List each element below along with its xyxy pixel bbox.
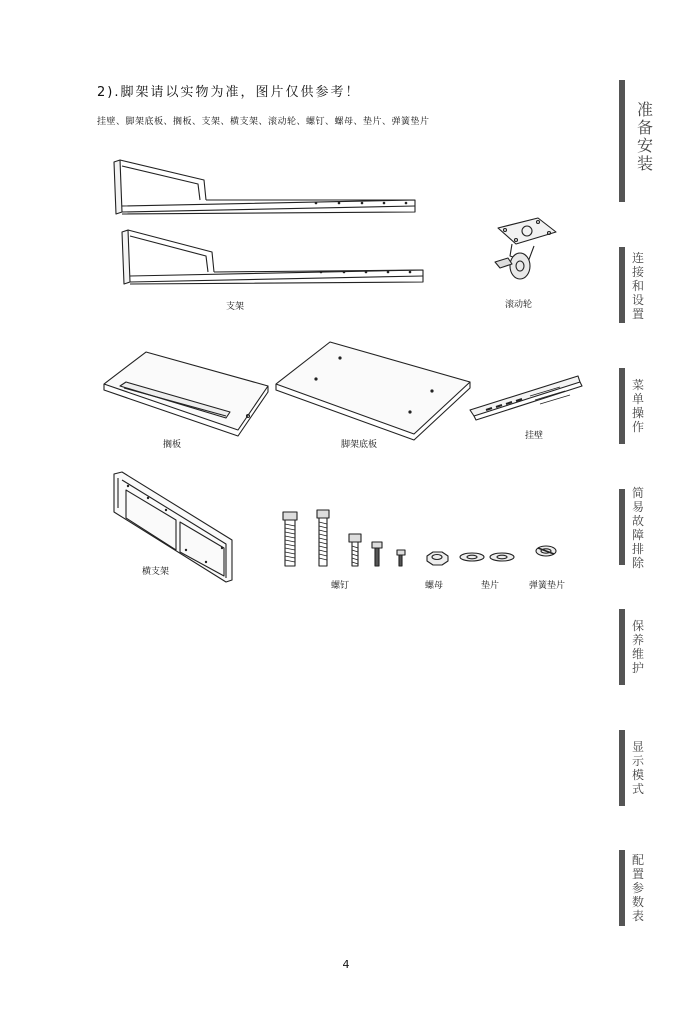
side-tab-display-mode[interactable]: 显示模式 [631,740,644,796]
side-tab-bar-maintenance [619,609,625,685]
label-washer: 垫片 [481,581,500,591]
side-tab-prepare-install[interactable]: 准备安装 [636,100,653,173]
side-tab-bar-spec [619,850,625,926]
side-tab-menu-operation[interactable]: 菜单操作 [631,378,644,434]
label-nut: 螺母 [425,581,444,591]
spring-washer-illustration [536,546,556,556]
label-caster: 滚动轮 [505,300,533,310]
side-tab-troubleshooting[interactable]: 简易故障排除 [631,486,644,570]
side-tab-bar-menu [619,368,625,444]
label-spring-washer: 弹簧垫片 [529,581,566,591]
side-tab-connect-setup[interactable]: 连接和设置 [631,251,644,321]
section-heading: 2).脚架请以实物为准，图片仅供参考！ [97,85,361,100]
bracket-illustration-top [114,160,415,214]
page-number: 4 [342,958,350,971]
side-tab-spec-table[interactable]: 配置参数表 [631,853,644,923]
side-tab-bar-troubleshoot [619,489,625,565]
caster-illustration [495,218,556,279]
label-shelf: 搁板 [163,440,182,450]
cross-bracket-illustration [114,472,232,582]
screw-illustrations [283,510,405,566]
side-tab-bar-display [619,730,625,806]
label-cross-bracket: 横支架 [142,567,170,577]
wall-mount-illustration [470,376,582,420]
parts-list: 挂壁、脚架底板、搁板、支架、横支架、滚动轮、螺钉、螺母、垫片、弹簧垫片 [97,117,430,127]
bracket-illustration-bottom [122,230,423,284]
base-plate-illustration [276,342,470,440]
shelf-illustration [104,352,268,436]
side-tab-maintenance[interactable]: 保养维护 [631,619,644,675]
label-base-plate: 脚架底板 [341,440,378,450]
label-screw: 螺钉 [331,581,350,591]
washer-illustrations [460,553,514,561]
label-bracket: 支架 [226,302,245,312]
nut-illustration [427,552,448,565]
label-wall-mount: 挂壁 [525,431,544,441]
side-tab-bar-prepare [619,80,625,202]
side-tab-bar-connect [619,247,625,323]
